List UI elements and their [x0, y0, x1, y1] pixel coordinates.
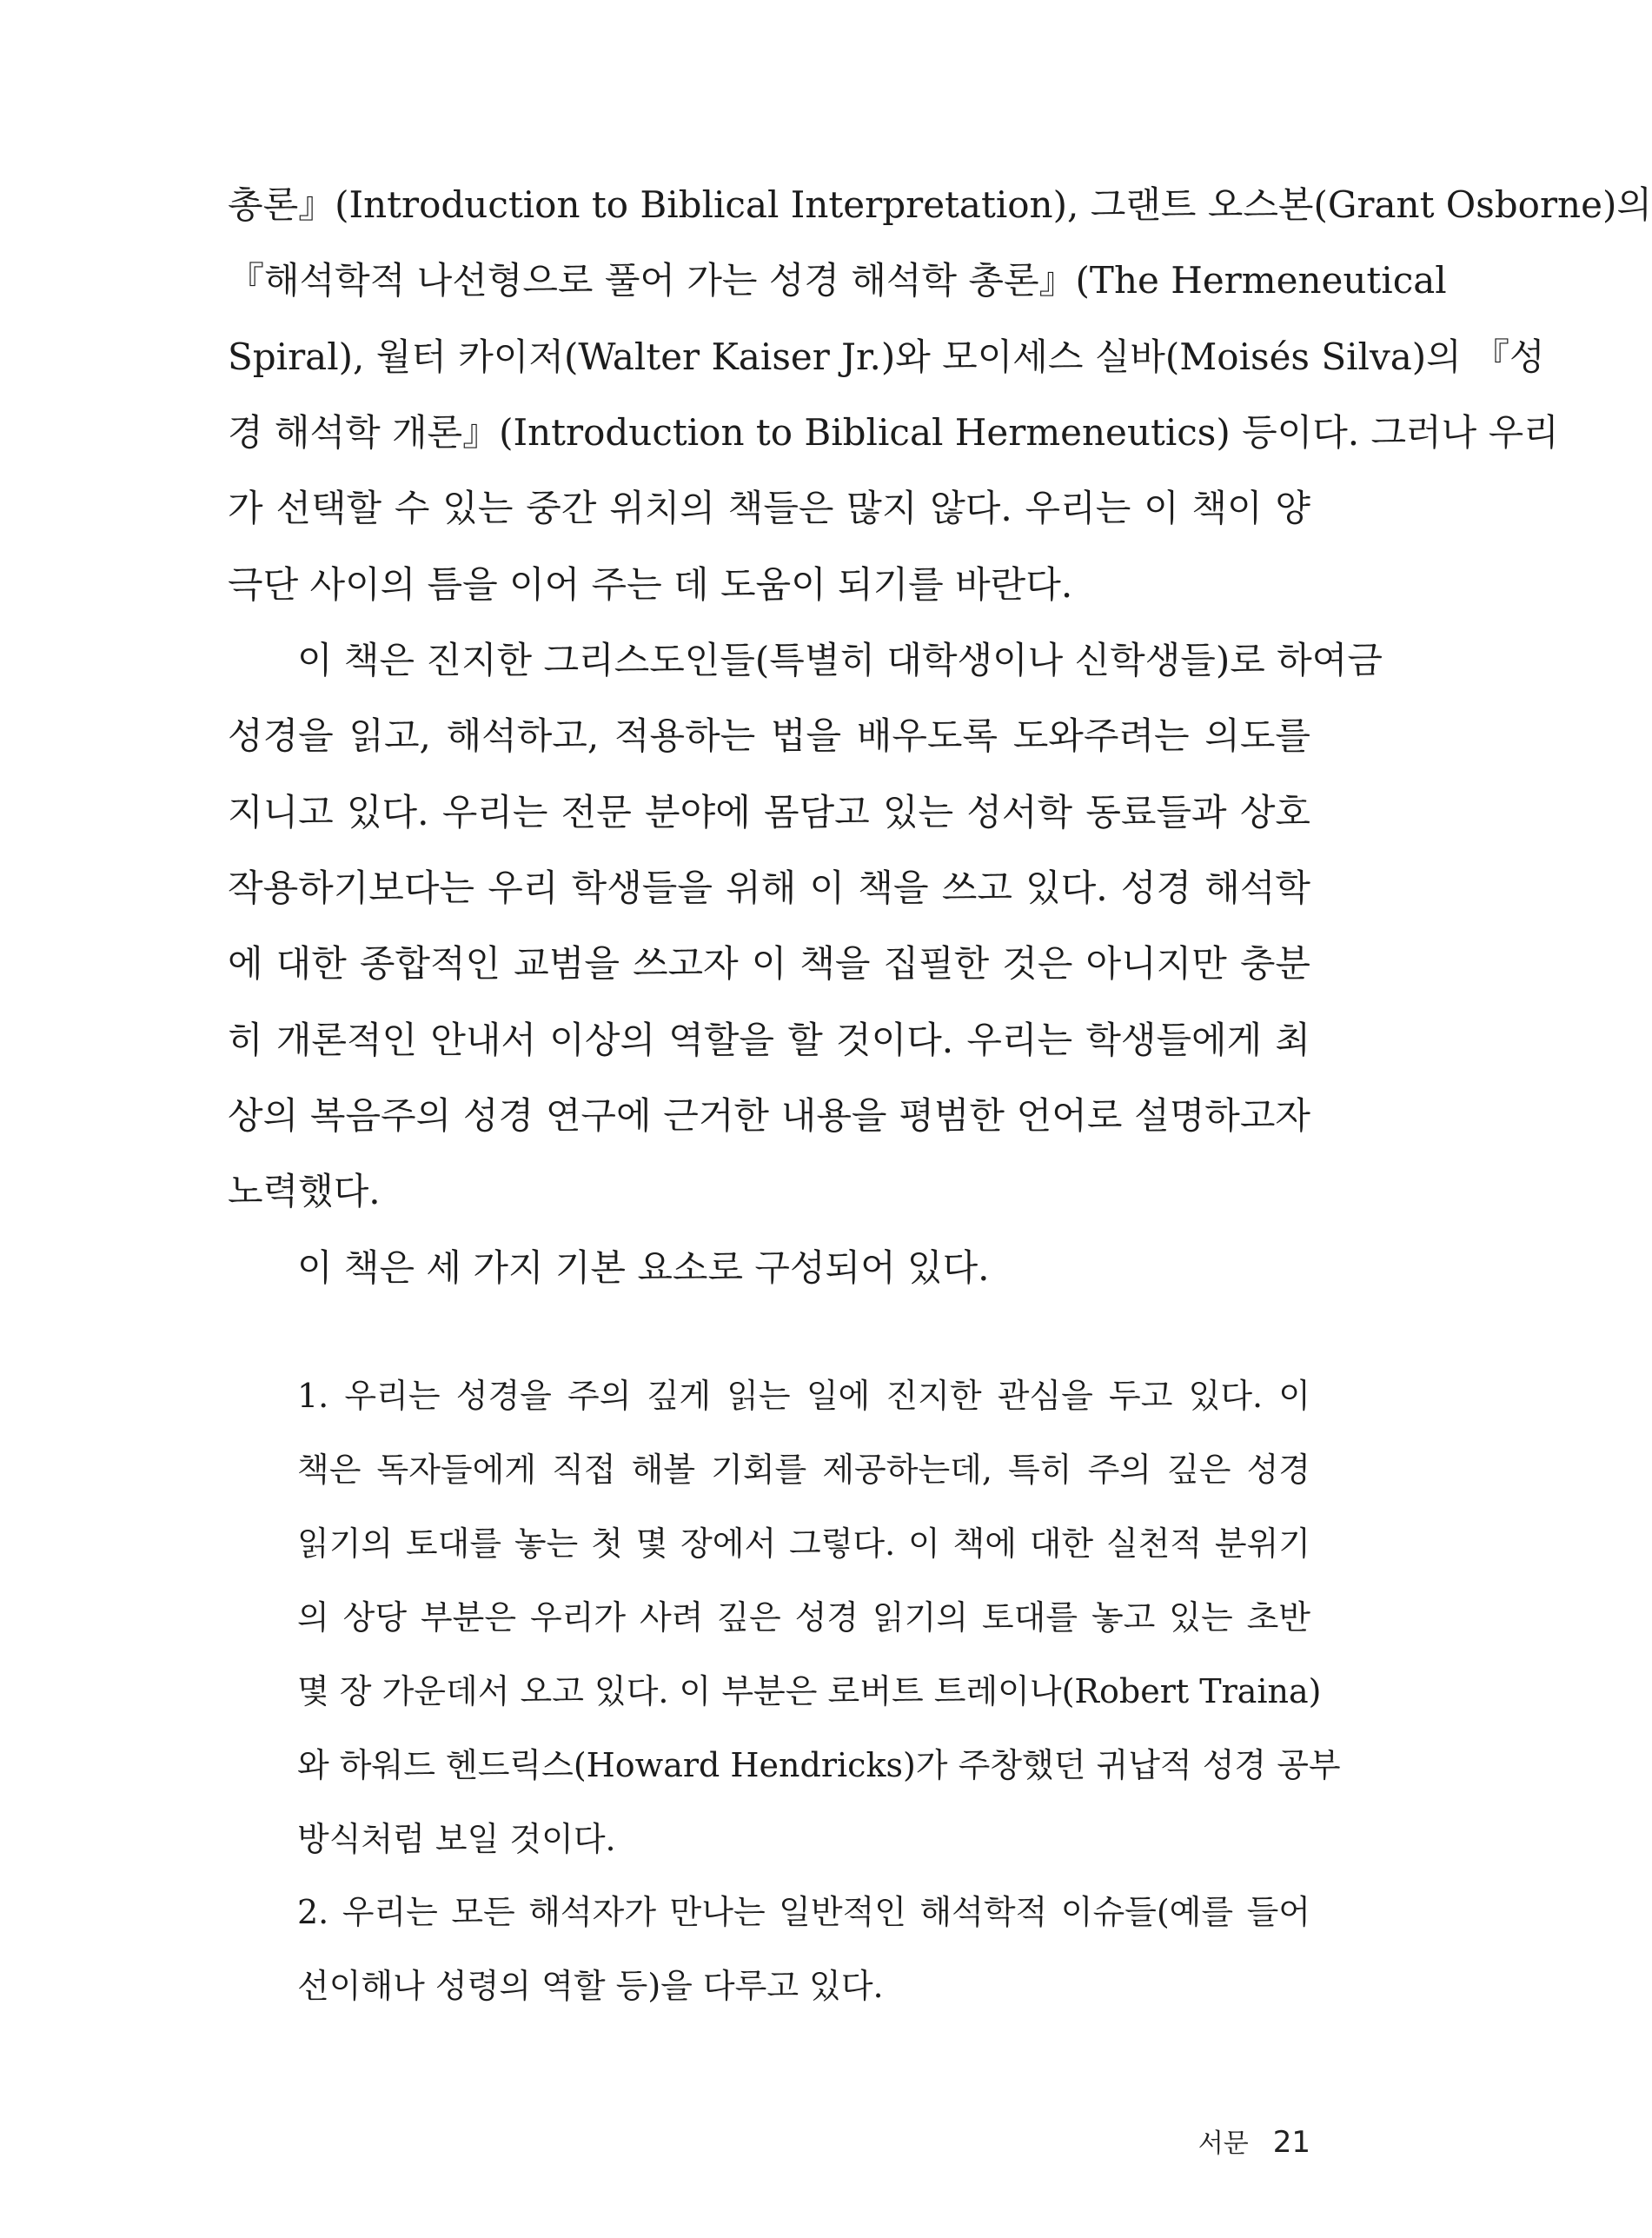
list-item-1-line-1: 1. 우리는 성경을 주의 깊게 읽는 일에 진지한 관심을 두고 있다. 이 [297, 1377, 1310, 1415]
paragraph-1-line-6: 극단 사이의 틈을 이어 주는 데 도움이 되기를 바란다. [228, 563, 1073, 606]
paragraph-1-line-1: 총론』(Introduction to Biblical Interpretation), 그랜트 오스본(Grant Osborne)의 [228, 183, 1652, 226]
paragraph-2-line-4: 작용하기보다는 우리 학생들을 위해 이 책을 쓰고 있다. 성경 해석학 [228, 867, 1310, 909]
paragraph-1-line-2: 『해석학적 나선형으로 풀어 가는 성경 해석학 총론』(The Hermeneutical [228, 259, 1447, 302]
paragraph-2-line-8: 노력했다. [228, 1170, 381, 1212]
paragraph-2-line-1: 이 책은 진지한 그리스도인들(특별히 대학생이나 신학생들)로 하여금 [297, 639, 1383, 681]
list-item-1-line-3: 읽기의 토대를 놓는 첫 몇 장에서 그렇다. 이 책에 대한 실천적 분위기 [297, 1524, 1310, 1563]
paragraph-2-line-6: 히 개론적인 안내서 이상의 역할을 할 것이다. 우리는 학생들에게 최 [228, 1019, 1310, 1061]
page-footer [1198, 2123, 1310, 2163]
paragraph-1-line-5: 가 선택할 수 있는 중간 위치의 책들은 많지 않다. 우리는 이 책이 양 [228, 487, 1310, 529]
page-number: 21 [1272, 2125, 1310, 2160]
running-section-title: 서문 [1198, 2128, 1249, 2159]
list-item-1-line-2: 책은 독자들에게 직접 해볼 기회를 제공하는데, 특히 주의 깊은 성경 [297, 1451, 1310, 1489]
list-item-2-line-1: 2. 우리는 모든 해석자가 만나는 일반적인 해석학적 이슈들(예를 들어 [297, 1893, 1310, 1931]
paragraph-2-line-5: 에 대한 종합적인 교범을 쓰고자 이 책을 집필한 것은 아니지만 충분 [228, 942, 1310, 985]
paragraph-1-line-4: 경 해석학 개론』(Introduction to Biblical Hermeneutics) 등이다. 그러나 우리 [228, 411, 1559, 454]
paragraph-2-line-2: 성경을 읽고, 해석하고, 적용하는 법을 배우도록 도와주려는 의도를 [228, 714, 1310, 757]
list-item-1-line-7: 방식처럼 보일 것이다. [297, 1820, 616, 1858]
list-item-1-line-4: 의 상당 부분은 우리가 사려 깊은 성경 읽기의 토대를 놓고 있는 초반 [297, 1598, 1310, 1637]
paragraph-1-line-3: Spiral), 월터 카이저(Walter Kaiser Jr.)와 모이세스 실바(Moisés Silva)의 『성 [228, 335, 1545, 378]
list-item-1-line-5: 몇 장 가운데서 오고 있다. 이 부분은 로버트 트레이나(Robert Traina) [297, 1672, 1322, 1710]
list-item-1-line-6: 와 하워드 헨드릭스(Howard Hendricks)가 주창했던 귀납적 성경 공부 [297, 1746, 1341, 1784]
paragraph-2-line-3: 지니고 있다. 우리는 전문 분야에 몸담고 있는 성서학 동료들과 상호 [228, 791, 1310, 833]
paragraph-3-line-1: 이 책은 세 가지 기본 요소로 구성되어 있다. [297, 1246, 990, 1289]
list-item-2-line-2: 선이해나 성령의 역할 등)을 다루고 있다. [297, 1967, 884, 2005]
paragraph-2-line-7: 상의 복음주의 성경 연구에 근거한 내용을 평범한 언어로 설명하고자 [228, 1094, 1310, 1137]
